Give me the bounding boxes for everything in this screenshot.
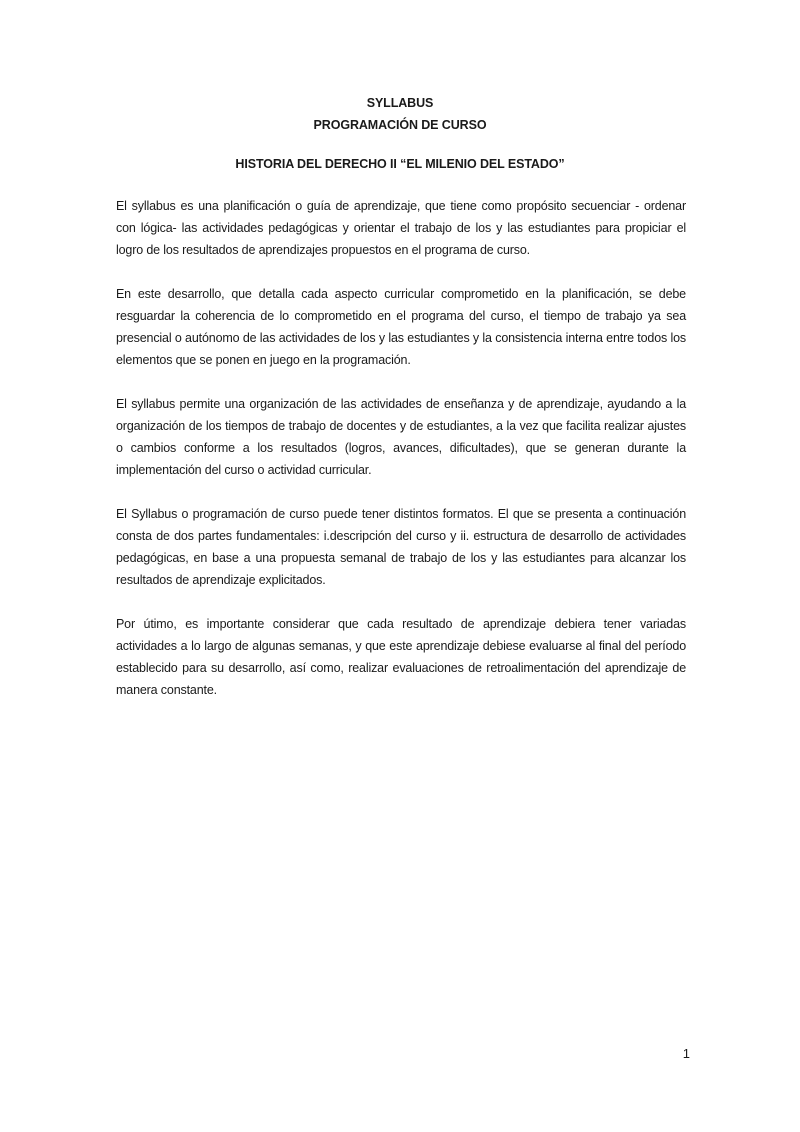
body-text bbox=[116, 195, 686, 723]
paragraph-formatos: El Syllabus o programación de curso puede tener distintos formatos. El que se presenta a continuación consta de dos partes fundamentales: i.descripción del curso y ii. estructura de desarrollo de actividades pedagógicas, en base a una propuesta semanal de trabajo de los y las estudiantes para alcanzar los resultados de aprendizaje explicitados. bbox=[116, 507, 686, 587]
title-syllabus: SYLLABUS bbox=[366, 96, 434, 110]
page-number: 1 bbox=[682, 1046, 690, 1061]
paragraph-evaluacion: Por útimo, es importante considerar que cada resultado de aprendizaje debiera tener variadas actividades a lo largo de algunas semanas, y que este aprendizaje debiese evaluarse al final del período establecido para su desarrollo, así como, realizar evaluaciones de retroalimentación del aprendizaje de manera constante. bbox=[116, 617, 686, 697]
paragraph-organizacion: El syllabus permite una organización de las actividades de enseñanza y de aprendizaje, ayudando a la organización de los tiempos de trabajo de docentes y de estudiantes, a la vez que facilita realizar ajustes o cambios conforme a los resultados (logros, avances, dificultades), que se generan durante la implementación del curso o actividad curricular. bbox=[116, 397, 686, 477]
paragraph-intro: El syllabus es una planificación o guía de aprendizaje, que tiene como propósito secuenciar - ordenar con lógica- las actividades pedagógicas y orientar el trabajo de los y las estudiantes para propiciar el logro de los resultados de aprendizajes propuestos en el programa de curso. bbox=[116, 199, 686, 257]
title-programacion: PROGRAMACIÓN DE CURSO bbox=[313, 118, 487, 132]
paragraph-desarrollo: En este desarrollo, que detalla cada aspecto curricular comprometido en la planificación, se debe resguardar la coherencia de lo comprometido en el programa del curso, el tiempo de trabajo ya sea presencial o autónomo de las actividades de los y las estudiantes y la consistencia interna entre todos los elementos que se ponen en juego en la programación. bbox=[116, 287, 686, 367]
course-title: HISTORIA DEL DERECHO II “EL MILENIO DEL ESTADO” bbox=[235, 157, 565, 171]
